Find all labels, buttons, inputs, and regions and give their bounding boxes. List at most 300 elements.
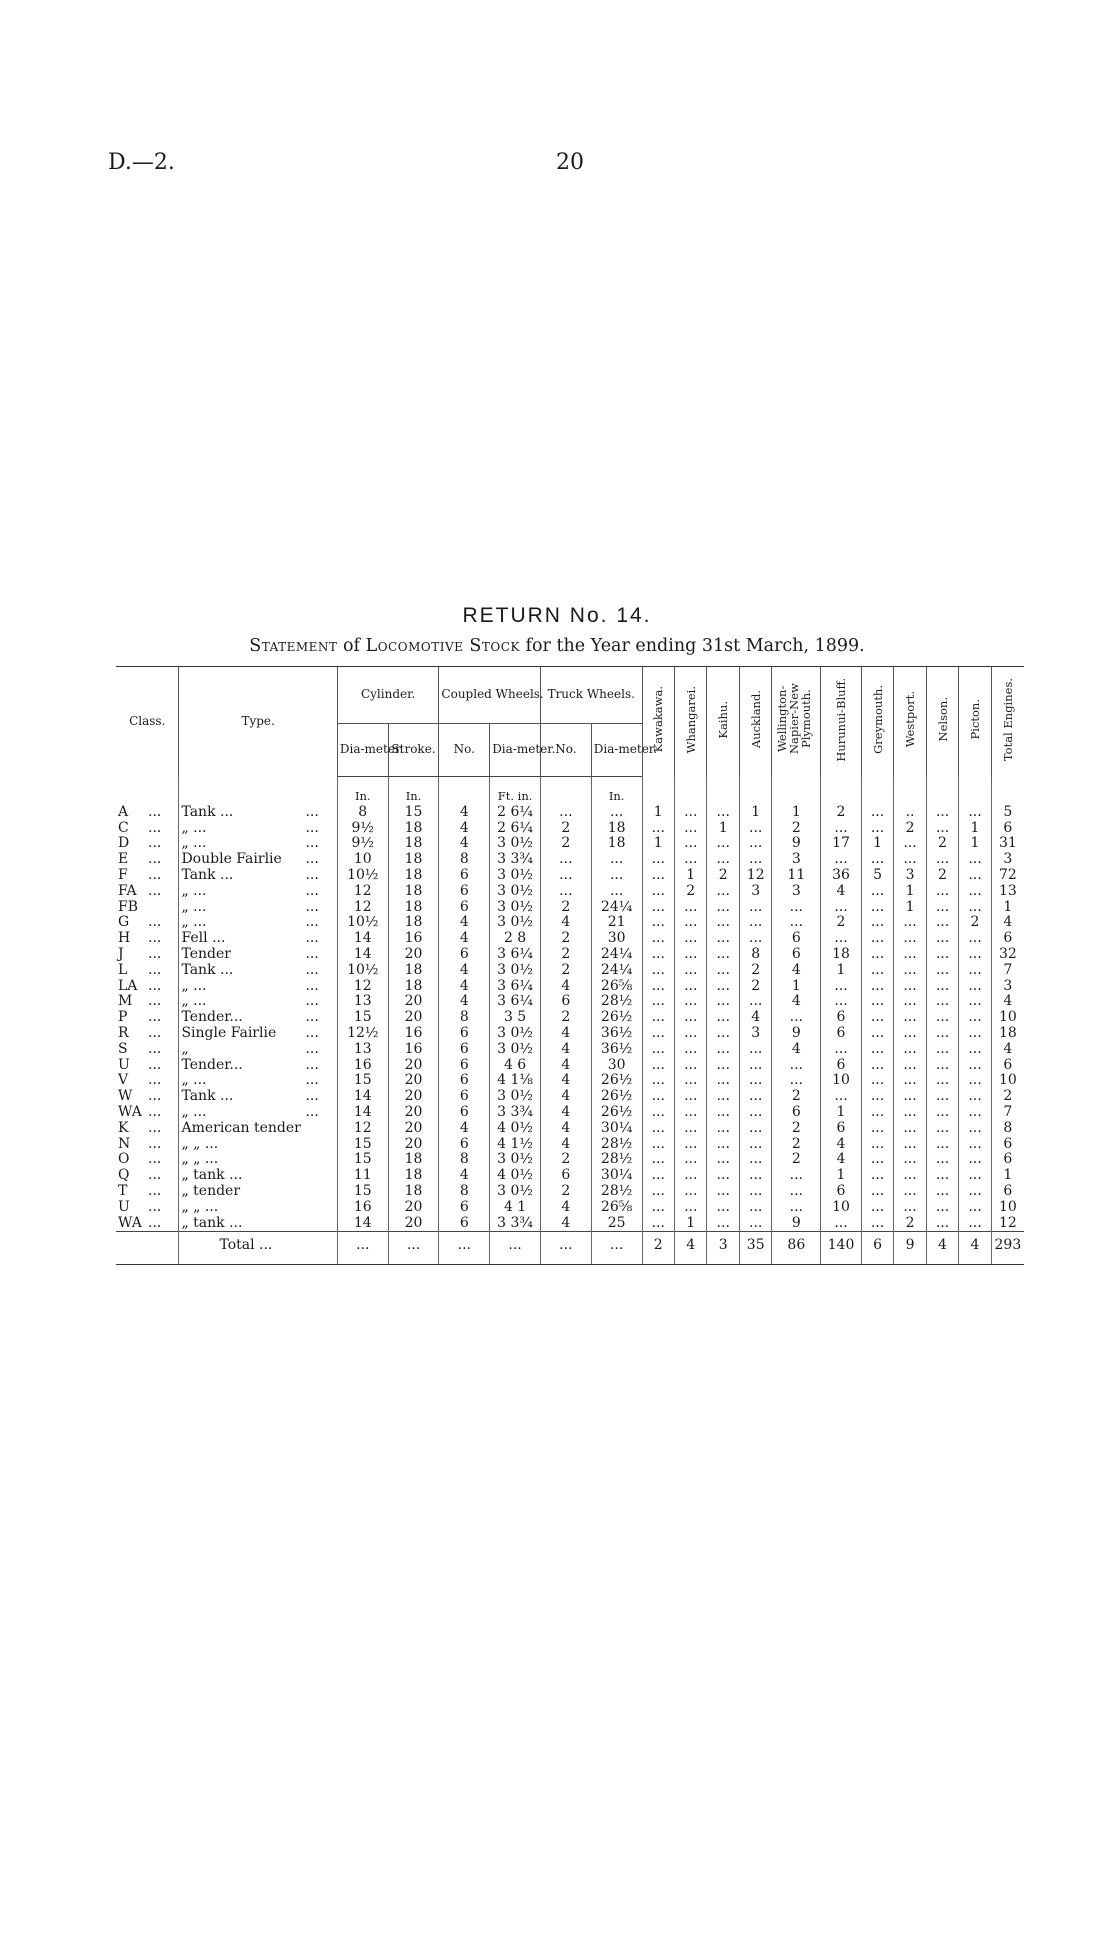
- value-cell: 2: [821, 915, 862, 931]
- header-truck-diameter: Dia-meter.: [591, 724, 642, 777]
- value-cell: ...: [739, 1168, 771, 1184]
- value-cell: ...: [675, 1010, 707, 1026]
- value-cell: ...: [772, 900, 821, 916]
- class-leader-dots: ...: [148, 1119, 162, 1136]
- header-class: Class.: [116, 667, 179, 777]
- total-value-cell: 4: [675, 1232, 707, 1265]
- value-cell: 4: [540, 1121, 591, 1137]
- class-cell: [116, 1026, 179, 1042]
- class-cell: [116, 1152, 179, 1168]
- class-cell: [116, 994, 179, 1010]
- value-cell: ...: [707, 1026, 739, 1042]
- units-blank: [821, 777, 862, 805]
- value-cell: ...: [926, 1152, 958, 1168]
- value-cell: 14: [337, 947, 388, 963]
- type-cell: [179, 1184, 337, 1200]
- type-cell: [179, 852, 337, 868]
- value-cell: 12: [991, 1216, 1024, 1232]
- value-cell: ...: [861, 1121, 893, 1137]
- type-cell: [179, 1026, 337, 1042]
- value-cell: ...: [821, 931, 862, 947]
- value-cell: ...: [739, 900, 771, 916]
- value-cell: 1: [642, 836, 674, 852]
- units-blank: [116, 777, 179, 805]
- value-cell: 4: [540, 1200, 591, 1216]
- value-cell: ...: [675, 1121, 707, 1137]
- value-cell: ...: [707, 1105, 739, 1121]
- value-cell: 3 6¼: [490, 947, 541, 963]
- class-leader-dots: ...: [148, 1167, 162, 1184]
- value-cell: ...: [739, 1058, 771, 1074]
- value-cell: ...: [959, 1216, 991, 1232]
- value-cell: 6: [439, 1105, 490, 1121]
- value-cell: 6: [821, 1184, 862, 1200]
- value-cell: ...: [894, 1026, 926, 1042]
- total-value-cell: ...: [540, 1232, 591, 1265]
- value-cell: 6: [439, 1026, 490, 1042]
- value-cell: 4: [540, 1216, 591, 1232]
- value-cell: 20: [388, 1058, 439, 1074]
- units-blank: [894, 777, 926, 805]
- value-cell: 4: [439, 805, 490, 821]
- header-auckland: Auckland.: [739, 667, 771, 777]
- type-name: „ ...: [181, 882, 207, 899]
- value-cell: 2: [540, 1184, 591, 1200]
- value-cell: 18: [821, 947, 862, 963]
- value-cell: ...: [959, 1042, 991, 1058]
- value-cell: 11: [772, 868, 821, 884]
- class-leader-dots: ...: [148, 1182, 162, 1199]
- value-cell: ...: [861, 1073, 893, 1089]
- value-cell: ...: [642, 1026, 674, 1042]
- table-row: [116, 1184, 1024, 1200]
- type-cell: [179, 1073, 337, 1089]
- value-cell: ...: [894, 852, 926, 868]
- value-cell: ...: [739, 915, 771, 931]
- value-cell: ...: [642, 884, 674, 900]
- value-cell: ...: [642, 1105, 674, 1121]
- value-cell: 4: [772, 994, 821, 1010]
- value-cell: 2: [739, 963, 771, 979]
- value-cell: 4: [991, 1042, 1024, 1058]
- value-cell: 4: [439, 994, 490, 1010]
- class-code: M: [118, 993, 133, 1010]
- type-name: „ ...: [181, 1072, 207, 1089]
- class-leader-dots: ...: [148, 1088, 162, 1105]
- value-cell: 2: [540, 821, 591, 837]
- class-cell: [116, 1089, 179, 1105]
- value-cell: 4: [991, 915, 1024, 931]
- value-cell: 6: [439, 1200, 490, 1216]
- units-blank: [861, 777, 893, 805]
- value-cell: 3 0½: [490, 836, 541, 852]
- value-cell: 2: [894, 821, 926, 837]
- header-wellington: Wellington-Napier-New Plymouth.: [772, 667, 821, 777]
- value-cell: 10½: [337, 963, 388, 979]
- value-cell: 1: [991, 1168, 1024, 1184]
- value-cell: ...: [540, 852, 591, 868]
- statement-of: of: [343, 636, 361, 656]
- type-name: Tank ...: [181, 866, 234, 883]
- value-cell: 5: [991, 805, 1024, 821]
- value-cell: 6: [439, 1137, 490, 1153]
- value-cell: ...: [926, 1073, 958, 1089]
- type-leader-dots: ...: [305, 1024, 319, 1041]
- value-cell: ...: [591, 852, 642, 868]
- table-row: [116, 836, 1024, 852]
- value-cell: 10: [821, 1073, 862, 1089]
- header-cylinder-stroke: Stroke.: [388, 724, 439, 777]
- value-cell: ...: [707, 836, 739, 852]
- value-cell: 25: [591, 1216, 642, 1232]
- type-name: Tender...: [181, 1056, 243, 1073]
- units-blank: [991, 777, 1024, 805]
- value-cell: 15: [337, 1184, 388, 1200]
- type-cell: [179, 868, 337, 884]
- value-cell: 4: [439, 1121, 490, 1137]
- value-cell: ...: [675, 979, 707, 995]
- value-cell: 4 1⅛: [490, 1073, 541, 1089]
- value-cell: ...: [894, 1137, 926, 1153]
- value-cell: 6: [772, 947, 821, 963]
- header-westport: Westport.: [894, 667, 926, 777]
- type-leader-dots: ...: [305, 930, 319, 947]
- value-cell: ...: [861, 963, 893, 979]
- value-cell: 7: [991, 963, 1024, 979]
- value-cell: ...: [707, 947, 739, 963]
- header-type: Type.: [179, 667, 337, 777]
- value-cell: ...: [959, 884, 991, 900]
- table-row: [116, 963, 1024, 979]
- value-cell: ...: [959, 963, 991, 979]
- table-row: [116, 1026, 1024, 1042]
- value-cell: ...: [959, 1184, 991, 1200]
- value-cell: 4: [540, 1058, 591, 1074]
- value-cell: ...: [642, 994, 674, 1010]
- type-cell: [179, 1010, 337, 1026]
- value-cell: 6: [540, 994, 591, 1010]
- value-cell: ...: [959, 1010, 991, 1026]
- value-cell: 18: [991, 1026, 1024, 1042]
- value-cell: 16: [337, 1200, 388, 1216]
- type-name: „ ...: [181, 993, 207, 1010]
- value-cell: ...: [861, 1010, 893, 1026]
- class-code: T: [118, 1182, 128, 1199]
- type-leader-dots: ...: [305, 1088, 319, 1105]
- value-cell: 8: [439, 852, 490, 868]
- table-row: [116, 900, 1024, 916]
- value-cell: 20: [388, 1105, 439, 1121]
- class-cell: [116, 805, 179, 821]
- value-cell: ...: [926, 1042, 958, 1058]
- value-cell: 1: [772, 805, 821, 821]
- class-cell: [116, 852, 179, 868]
- value-cell: 9: [772, 836, 821, 852]
- header-greymouth: Greymouth.: [861, 667, 893, 777]
- type-name: „ ...: [181, 819, 207, 836]
- value-cell: 14: [337, 1105, 388, 1121]
- value-cell: ...: [926, 963, 958, 979]
- value-cell: 3: [894, 868, 926, 884]
- value-cell: 5: [861, 868, 893, 884]
- class-leader-dots: ...: [148, 1135, 162, 1152]
- value-cell: ...: [739, 1089, 771, 1105]
- class-code: V: [118, 1072, 129, 1089]
- class-code: A: [118, 803, 129, 820]
- class-cell: [116, 1042, 179, 1058]
- value-cell: 18: [388, 979, 439, 995]
- value-cell: ...: [739, 994, 771, 1010]
- value-cell: 6: [439, 947, 490, 963]
- class-leader-dots: ...: [148, 851, 162, 868]
- value-cell: ...: [675, 947, 707, 963]
- type-cell: [179, 931, 337, 947]
- value-cell: ...: [642, 1184, 674, 1200]
- class-code: P: [118, 1009, 128, 1026]
- value-cell: ...: [894, 1010, 926, 1026]
- unit-label: [540, 777, 591, 805]
- value-cell: ...: [642, 852, 674, 868]
- value-cell: ...: [540, 884, 591, 900]
- value-cell: 26½: [591, 1089, 642, 1105]
- class-cell: [116, 884, 179, 900]
- value-cell: 4: [439, 836, 490, 852]
- header-kaihu: Kaihu.: [707, 667, 739, 777]
- value-cell: ...: [959, 994, 991, 1010]
- type-name: Tank ...: [181, 803, 234, 820]
- type-name: „ ...: [181, 1103, 207, 1120]
- value-cell: 8: [991, 1121, 1024, 1137]
- value-cell: 3 3¾: [490, 1105, 541, 1121]
- value-cell: 6: [439, 1216, 490, 1232]
- total-value-cell: 4: [959, 1232, 991, 1265]
- value-cell: ...: [861, 1105, 893, 1121]
- value-cell: ...: [707, 979, 739, 995]
- value-cell: 20: [388, 1010, 439, 1026]
- type-name: „ „ ...: [181, 1198, 219, 1215]
- value-cell: ...: [772, 1200, 821, 1216]
- value-cell: ...: [675, 1137, 707, 1153]
- class-leader-dots: ...: [148, 1103, 162, 1120]
- value-cell: ...: [926, 1137, 958, 1153]
- class-code: LA: [118, 977, 138, 994]
- class-cell: [116, 915, 179, 931]
- value-cell: 16: [388, 931, 439, 947]
- value-cell: 18: [388, 963, 439, 979]
- value-cell: ...: [959, 947, 991, 963]
- value-cell: ...: [739, 1073, 771, 1089]
- statement-subject: Locomotive Stock: [365, 636, 520, 656]
- unit-label: Ft. in.: [490, 777, 541, 805]
- value-cell: ...: [675, 1200, 707, 1216]
- value-cell: 26½: [591, 1010, 642, 1026]
- value-cell: 15: [337, 1152, 388, 1168]
- value-cell: ...: [926, 1058, 958, 1074]
- value-cell: 10: [991, 1200, 1024, 1216]
- value-cell: 12: [739, 868, 771, 884]
- total-value-cell: 293: [991, 1232, 1024, 1265]
- value-cell: ...: [772, 1073, 821, 1089]
- value-cell: ...: [894, 1105, 926, 1121]
- table-row: [116, 947, 1024, 963]
- value-cell: 18: [388, 868, 439, 884]
- type-cell: [179, 1137, 337, 1153]
- value-cell: ...: [959, 1200, 991, 1216]
- value-cell: 12: [337, 1121, 388, 1137]
- class-leader-dots: ...: [148, 914, 162, 931]
- value-cell: 3 3¾: [490, 1216, 541, 1232]
- value-cell: ...: [707, 852, 739, 868]
- value-cell: 10½: [337, 915, 388, 931]
- value-cell: ...: [821, 821, 862, 837]
- table-row: [116, 1058, 1024, 1074]
- locomotive-stock-table: [116, 666, 1024, 1265]
- value-cell: ...: [707, 1184, 739, 1200]
- value-cell: 6: [991, 1137, 1024, 1153]
- value-cell: ...: [707, 994, 739, 1010]
- value-cell: 8: [439, 1152, 490, 1168]
- value-cell: 8: [439, 1010, 490, 1026]
- header-total-engines: Total Engines.: [991, 667, 1024, 777]
- header-kawakawa: Kawakawa.: [642, 667, 674, 777]
- class-leader-dots: ...: [148, 1151, 162, 1168]
- type-name: „ tank ...: [181, 1167, 243, 1184]
- value-cell: 2: [821, 805, 862, 821]
- value-cell: ...: [642, 1042, 674, 1058]
- value-cell: 2: [894, 1216, 926, 1232]
- value-cell: ...: [861, 1184, 893, 1200]
- value-cell: ...: [959, 805, 991, 821]
- value-cell: 30: [591, 931, 642, 947]
- value-cell: ...: [675, 1168, 707, 1184]
- class-code: F: [118, 866, 128, 883]
- type-name: „ ...: [181, 835, 207, 852]
- header-nelson: Nelson.: [926, 667, 958, 777]
- value-cell: 2: [540, 836, 591, 852]
- value-cell: ...: [642, 979, 674, 995]
- type-leader-dots: ...: [305, 1056, 319, 1073]
- value-cell: ...: [739, 1200, 771, 1216]
- value-cell: ...: [642, 821, 674, 837]
- value-cell: 13: [337, 1042, 388, 1058]
- value-cell: 4: [540, 1137, 591, 1153]
- value-cell: 4: [540, 1073, 591, 1089]
- table-row: [116, 931, 1024, 947]
- value-cell: 2: [675, 884, 707, 900]
- value-cell: 3 0½: [490, 1042, 541, 1058]
- table-row: [116, 979, 1024, 995]
- value-cell: ...: [772, 915, 821, 931]
- table-row: [116, 1152, 1024, 1168]
- total-value-cell: 35: [739, 1232, 771, 1265]
- value-cell: 18: [388, 836, 439, 852]
- value-cell: ...: [861, 1152, 893, 1168]
- value-cell: ...: [861, 994, 893, 1010]
- units-blank: [926, 777, 958, 805]
- value-cell: 20: [388, 994, 439, 1010]
- value-cell: ...: [926, 1121, 958, 1137]
- value-cell: 12: [337, 979, 388, 995]
- value-cell: ...: [642, 868, 674, 884]
- value-cell: 14: [337, 1089, 388, 1105]
- value-cell: 20: [388, 1137, 439, 1153]
- statement-heading: [0, 636, 1114, 656]
- class-cell: [116, 1216, 179, 1232]
- type-cell: [179, 1089, 337, 1105]
- value-cell: 18: [388, 900, 439, 916]
- type-cell: [179, 947, 337, 963]
- statement-word: Statement: [249, 636, 338, 656]
- value-cell: 4: [821, 1152, 862, 1168]
- value-cell: 72: [991, 868, 1024, 884]
- header-coupled-wheels: Coupled Wheels.: [439, 667, 541, 724]
- value-cell: 6: [821, 1121, 862, 1137]
- value-cell: ...: [772, 1184, 821, 1200]
- table-row: [116, 1168, 1024, 1184]
- class-code: W: [118, 1088, 133, 1105]
- type-name: Single Fairlie: [181, 1024, 277, 1041]
- value-cell: ...: [959, 868, 991, 884]
- value-cell: ...: [739, 1184, 771, 1200]
- value-cell: 6: [439, 1042, 490, 1058]
- value-cell: 2: [739, 979, 771, 995]
- value-cell: 9: [772, 1026, 821, 1042]
- value-cell: ...: [926, 1184, 958, 1200]
- type-cell: [179, 1058, 337, 1074]
- value-cell: 4: [772, 1042, 821, 1058]
- value-cell: 3: [739, 884, 771, 900]
- value-cell: ...: [675, 1152, 707, 1168]
- value-cell: 2: [772, 1089, 821, 1105]
- value-cell: ...: [591, 805, 642, 821]
- value-cell: 3: [739, 1026, 771, 1042]
- value-cell: ...: [926, 979, 958, 995]
- value-cell: ...: [772, 1168, 821, 1184]
- value-cell: ...: [861, 852, 893, 868]
- value-cell: ...: [821, 979, 862, 995]
- value-cell: 2: [991, 1089, 1024, 1105]
- value-cell: ...: [739, 821, 771, 837]
- value-cell: 4: [739, 1010, 771, 1026]
- value-cell: ...: [861, 1089, 893, 1105]
- class-cell: [116, 1137, 179, 1153]
- value-cell: 2: [926, 836, 958, 852]
- value-cell: 16: [337, 1058, 388, 1074]
- class-cell: [116, 868, 179, 884]
- value-cell: 4: [540, 979, 591, 995]
- value-cell: 10½: [337, 868, 388, 884]
- value-cell: ...: [926, 1010, 958, 1026]
- table-row: [116, 915, 1024, 931]
- value-cell: ...: [959, 1058, 991, 1074]
- header-cylinder-diameter: Dia-meter.: [337, 724, 388, 777]
- value-cell: ...: [707, 1089, 739, 1105]
- value-cell: 18: [388, 821, 439, 837]
- value-cell: ...: [642, 947, 674, 963]
- type-cell: [179, 1121, 337, 1137]
- value-cell: 6: [772, 931, 821, 947]
- value-cell: 8: [337, 805, 388, 821]
- table-row: [116, 1216, 1024, 1232]
- value-cell: 4: [439, 821, 490, 837]
- value-cell: ...: [894, 1058, 926, 1074]
- value-cell: ...: [707, 1168, 739, 1184]
- value-cell: ...: [861, 1216, 893, 1232]
- value-cell: 6: [991, 1184, 1024, 1200]
- value-cell: 6: [439, 1073, 490, 1089]
- value-cell: ...: [739, 852, 771, 868]
- value-cell: ...: [926, 915, 958, 931]
